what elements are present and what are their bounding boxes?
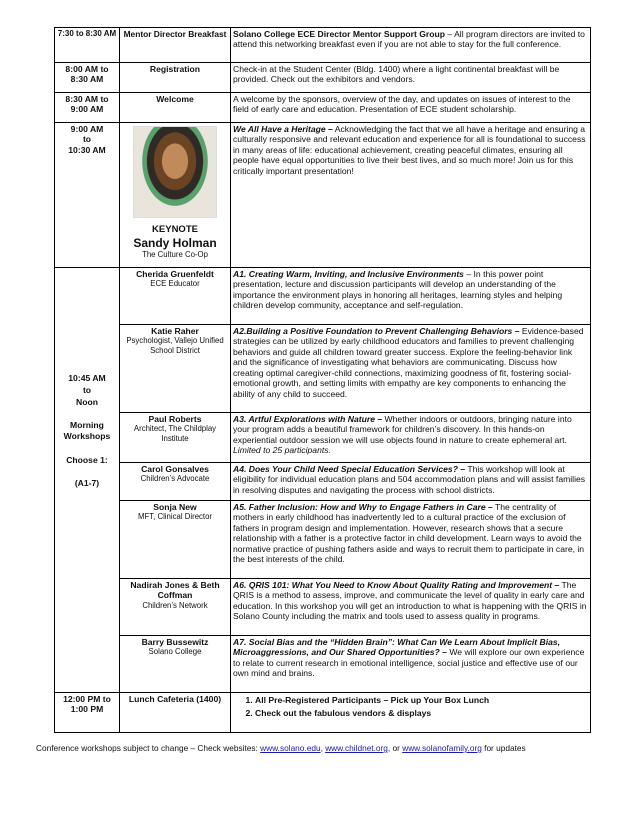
row-breakfast — [55, 28, 591, 63]
keynote-name: Sandy Holman — [133, 235, 217, 250]
lunch-description — [231, 693, 591, 733]
time-cell: 12:00 PM to 1:00 PM — [55, 693, 120, 733]
workshop-row — [55, 325, 591, 413]
keynote-label: KEYNOTE — [152, 224, 198, 235]
session-title: Mentor Director Breakfast — [120, 28, 231, 63]
presenter-cell: Katie Raher Psychologist, Vallejo Unified School District — [120, 325, 231, 413]
time-cell: 8:00 AM to 8:30 AM — [55, 63, 120, 93]
presenter-cell: Carol Gonsalves Children’s Advocate — [120, 463, 231, 501]
presenter-cell: Sonja New MFT, Clinical Director — [120, 501, 231, 579]
presenter-cell: Barry Bussewitz Solano College — [120, 636, 231, 693]
keynote-cell — [120, 123, 231, 268]
workshop-description: A5. Father Inclusion: How and Why to Engage Fathers in Care – The centrality of mothers in early childhood has inadvertently led to a cultural practice of the exclusion of fathers in program design and implementation. However, research shows that a secure relationship with a father is a protective factor in child development. Learn ways to avoid the normative practice of pushing fathers aside and ways to recruit them to participate in care, in the best interests of the child. — [231, 501, 591, 579]
workshop-row — [55, 501, 591, 579]
time-cell: 9:00 AM to 10:30 AM — [55, 123, 120, 268]
time-cell: 7:30 to 8:30 AM — [55, 28, 120, 63]
workshop-description: A1. Creating Warm, Inviting, and Inclusive Environments – In this power point presentation, lecture and discussion participants will develop an understanding of the importance the environment plays in honoring all heritages, learning styles and helping children develop community, acceptance and self-regulation. — [231, 268, 591, 325]
footer-note: Conference workshops subject to change – Check websites: www.solano.edu, www.childnet.org, or www.solanofamily.org for updates — [36, 743, 526, 753]
workshop-row — [55, 463, 591, 501]
session-title: Lunch Cafeteria (1400) — [120, 693, 231, 733]
presenter-cell: Nadirah Jones & Beth Coffman Children’s Network — [120, 579, 231, 636]
session-title: Welcome — [120, 93, 231, 123]
list-item: 1. All Pre-Registered Participants – Pick up Your Box Lunch — [255, 695, 588, 705]
row-welcome — [55, 93, 591, 123]
link-childnet[interactable]: www.childnet.org — [325, 743, 388, 753]
row-keynote — [55, 123, 591, 268]
session-description: We All Have a Heritage – Acknowledging the fact that we all have a heritage and ensuring a culturally responsive and relevant education and experience for all is foundational to success in many areas of life: educational achievement, creating peaceful climates, ensuring all people have equal opportunities to live their best lives, and so much more! Join us for this critically important presentation! — [231, 123, 591, 268]
schedule-sheet — [54, 27, 587, 733]
session-description: Check-in at the Student Center (Bldg. 1400) where a light continental breakfast will be provided. Check out the exhibitors and vendors. — [231, 63, 591, 93]
workshop-row — [55, 579, 591, 636]
presenter-cell: Cherida Gruenfeldt ECE Educator — [120, 268, 231, 325]
time-cell: 8:30 AM to 9:00 AM — [55, 93, 120, 123]
workshop-description: A7. Social Bias and the “Hidden Brain”: What Can We Learn About Implicit Bias, Microaggressions, and Our Shared Opportunities? – We will explore our own experience to relate to current research in emotional intelligence, social justice and effective use of our own mind and brains. — [231, 636, 591, 693]
workshop-row — [55, 268, 591, 325]
workshop-description: A6. QRIS 101: What You Need to Know About Quality Rating and Improvement – The QRIS is a method to assess, improve, and communicate the level of quality in early care and education. In this workshop you will get an introduction to what is happening with the QRIS in Solano County including the matrix and tools used to assess quality in programs. — [231, 579, 591, 636]
workshops-time-cell: 10:45 AM to Noon Morning Workshops Choose 1: (A1-7) — [55, 268, 120, 693]
session-description: A welcome by the sponsors, overview of the day, and updates on issues of interest to the field of early care and education. Presentation of ECE student scholarship. — [231, 93, 591, 123]
list-item: 2. Check out the fabulous vendors & displays — [255, 708, 588, 718]
session-description: Solano College ECE Director Mentor Support Group – All program directors are invited to attend this networking breakfast even if you are not able to stay for the full conference. — [231, 28, 591, 63]
lunch-list — [233, 695, 588, 719]
link-solanofamily[interactable]: www.solanofamily.org — [402, 743, 482, 753]
keynote-org: The Culture Co-Op — [142, 250, 208, 260]
row-registration — [55, 63, 591, 93]
workshop-description: A4. Does Your Child Need Special Education Services? – This workshop will look at eligibility for individual education plans and 504 accommodation plans and will assist families in resolving disputes and navigating the process with school districts. — [231, 463, 591, 501]
row-lunch — [55, 693, 591, 733]
schedule-table — [54, 27, 591, 733]
speaker-photo — [133, 126, 217, 218]
workshop-description: A2.Building a Positive Foundation to Prevent Challenging Behaviors – Evidence-based strategies can be utilized by early childhood educators and families to prevent challenging behaviors and guide all children toward greater success. Explore the feeling-behavior link and the significance of investigating what behaviors are communicating. Discuss how creating optimal caregiver-child connections, maximizing goodness of fit, fostering social-emotional growth, and setting limits with empathy are key components to enhancing the ability of any child to succeed. — [231, 325, 591, 413]
workshop-row — [55, 413, 591, 463]
workshop-description: A3. Artful Explorations with Nature – Whether indoors or outdoors, bringing nature into your program adds a beautiful framework for children’s discovery. In this hands-on experiential outdoor session we will use objects found in nature to create ephemeral art. Limited to 25 participants. — [231, 413, 591, 463]
link-solano[interactable]: www.solano.edu — [260, 743, 321, 753]
session-title: Registration — [120, 63, 231, 93]
workshop-row — [55, 636, 591, 693]
presenter-cell: Paul Roberts Architect, The Childplay Institute — [120, 413, 231, 463]
